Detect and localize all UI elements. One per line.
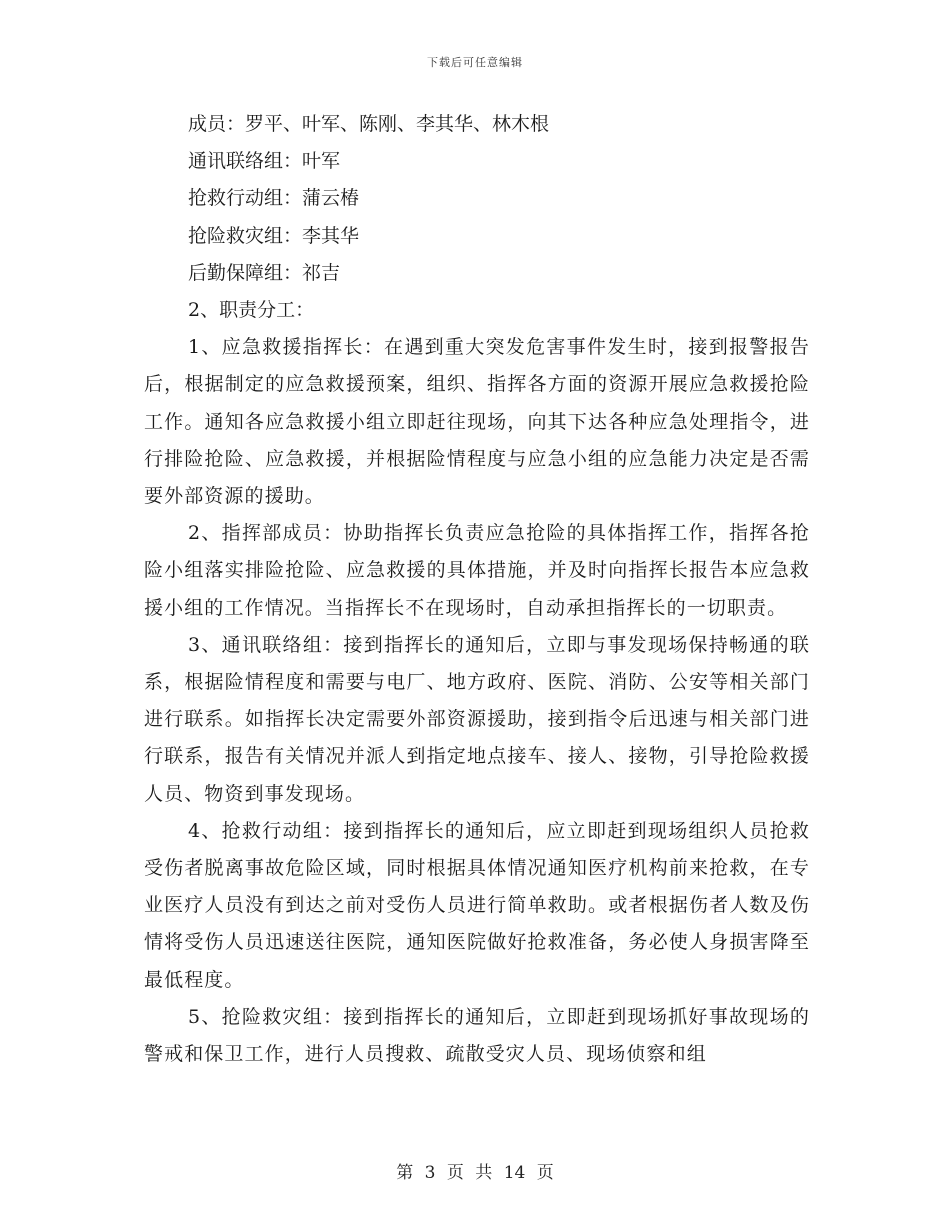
rescue-action-group-line: 抢救行动组：蒲云椿 [188, 187, 360, 210]
members-line: 成员：罗平、叶军、陈刚、李其华、林木根 [188, 113, 550, 135]
section-heading: 2、职责分工： [188, 299, 315, 322]
paragraph-communication-group: 3、通讯联络组：接到指挥长的通知后，立即与事发现场保持畅通的联系，根据险情程度和需要与电厂、地方政府、医院、消防、公安等相关部门进行联系。如指挥长决定需要外部资源援助，接到指令后迅速与相关部门进行联系，报告有关情况并派人到指定地点接车、接人、接物，引导抢险救援人员、物资到事发现场。 [144, 633, 810, 805]
page-number: 第 3 页 共 14 页 [396, 1163, 554, 1183]
paragraph-rescue-action-group: 4、抢救行动组：接到指挥长的通知后，应立即赶到现场组织人员抢救受伤者脱离事故危险区域，同时根据具体情况通知医疗机构前来抢救，在专业医疗人员没有到达之前对受伤人员进行简单救助。或者根据伤者人数及伤情将受伤人员迅速送往医院，通知医院做好抢救准备，务必使人身损害降至最低程度。 [144, 819, 810, 991]
communication-group-line: 通讯联络组：叶军 [188, 150, 341, 173]
paragraph-command-members: 2、指挥部成员：协助指挥长负责应急抢险的具体指挥工作，指挥各抢险小组落实排险抢险、应急救援的具体措施，并及时向指挥长报告本应急救援小组的工作情况。当指挥长不在现场时，自动承担指挥长的一切职责。 [144, 522, 810, 619]
document-body [144, 106, 810, 1073]
page-header: 下载后可任意编辑 [427, 56, 523, 69]
disaster-relief-group-line: 抢险救灾组：李其华 [188, 224, 360, 247]
paragraph-commander: 1、应急救援指挥长：在遇到重大突发危害事件发生时，接到报警报告后，根据制定的应急救援预案，组织、指挥各方面的资源开展应急救援抢险工作。通知各应急救援小组立即赶往现场，向其下达各种应急处理指令，进行排险抢险、应急救援，并根据险情程度与应急小组的应急能力决定是否需要外部资源的援助。 [144, 336, 810, 508]
paragraph-disaster-relief-group: 5、抢险救灾组：接到指挥长的通知后，立即赶到现场抓好事故现场的警戒和保卫工作，进行人员搜救、疏散受灾人员、现场侦察和组 [144, 1005, 810, 1066]
logistics-group-line: 后勤保障组：祁吉 [188, 261, 341, 284]
